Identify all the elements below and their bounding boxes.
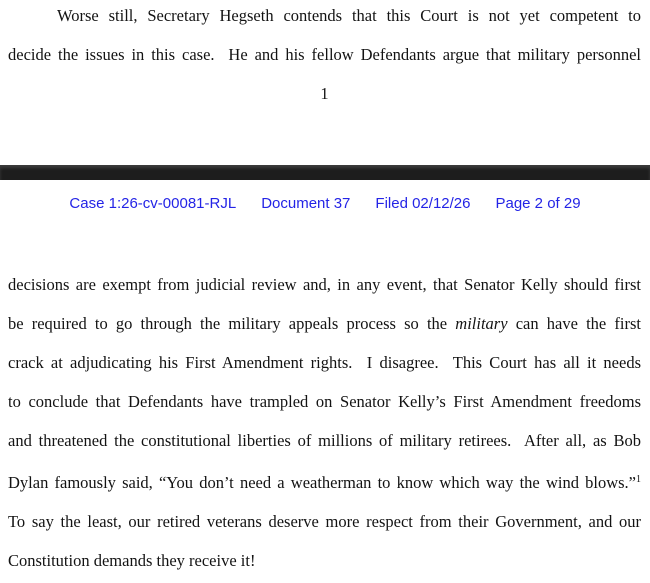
- text-line: [8, 502, 641, 541]
- page1-page-number: 1: [320, 84, 329, 103]
- stamp-case-number: Case 1:26-cv-00081-RJL: [69, 195, 237, 212]
- text-line: [8, 421, 641, 460]
- text-segment: can have the first: [507, 314, 641, 333]
- text-segment: Constitution demands they receive it!: [8, 551, 256, 570]
- text-segment: decisions are exempt from judicial review and, in any event, that Senator Kelly should first: [8, 275, 641, 294]
- page1-bottom-section: [8, 0, 641, 113]
- text-segment: be required to go through the military appeals process so the: [8, 314, 456, 333]
- text-segment: decide the issues in this case. He and his fellow Defendants argue that military personnel: [8, 45, 641, 64]
- page1-paragraph: [8, 0, 641, 74]
- text-segment: crack at adjudicating his First Amendment rights. I disagree. This Court has all it needs: [8, 353, 641, 372]
- footnote-marker: 1: [636, 474, 641, 485]
- page-break-separator-bar: [0, 165, 650, 180]
- italic-text-segment: military: [455, 314, 508, 333]
- ecf-filing-stamp: [0, 194, 650, 214]
- text-line: [8, 541, 641, 580]
- text-segment: Worse still, Secretary Hegseth contends that this Court is not yet competent to: [57, 6, 641, 25]
- stamp-filed-date: Filed 02/12/26: [375, 195, 471, 212]
- text-segment: to conclude that Defendants have trampled on Senator Kelly’s First Amendment freedoms: [8, 392, 641, 411]
- text-segment: To say the least, our retired veterans deserve more respect from their Government, and our: [8, 512, 641, 531]
- text-line: [8, 304, 641, 343]
- text-line: [8, 35, 641, 74]
- text-line: [8, 265, 641, 304]
- text-segment: and threatened the constitutional liberties of millions of military retirees. After all, as Bob: [8, 431, 641, 450]
- text-line: [8, 382, 641, 421]
- text-line: [8, 460, 641, 502]
- page2-body-section: [8, 265, 641, 580]
- text-line: [8, 343, 641, 382]
- stamp-page-info: Page 2 of 29: [495, 195, 581, 212]
- page2-paragraph: [8, 265, 641, 580]
- text-segment: Dylan famously said, “You don’t need a weatherman to know which way the wind blows.”: [8, 473, 636, 492]
- text-line: [8, 0, 641, 35]
- stamp-document-number: Document 37: [261, 195, 351, 212]
